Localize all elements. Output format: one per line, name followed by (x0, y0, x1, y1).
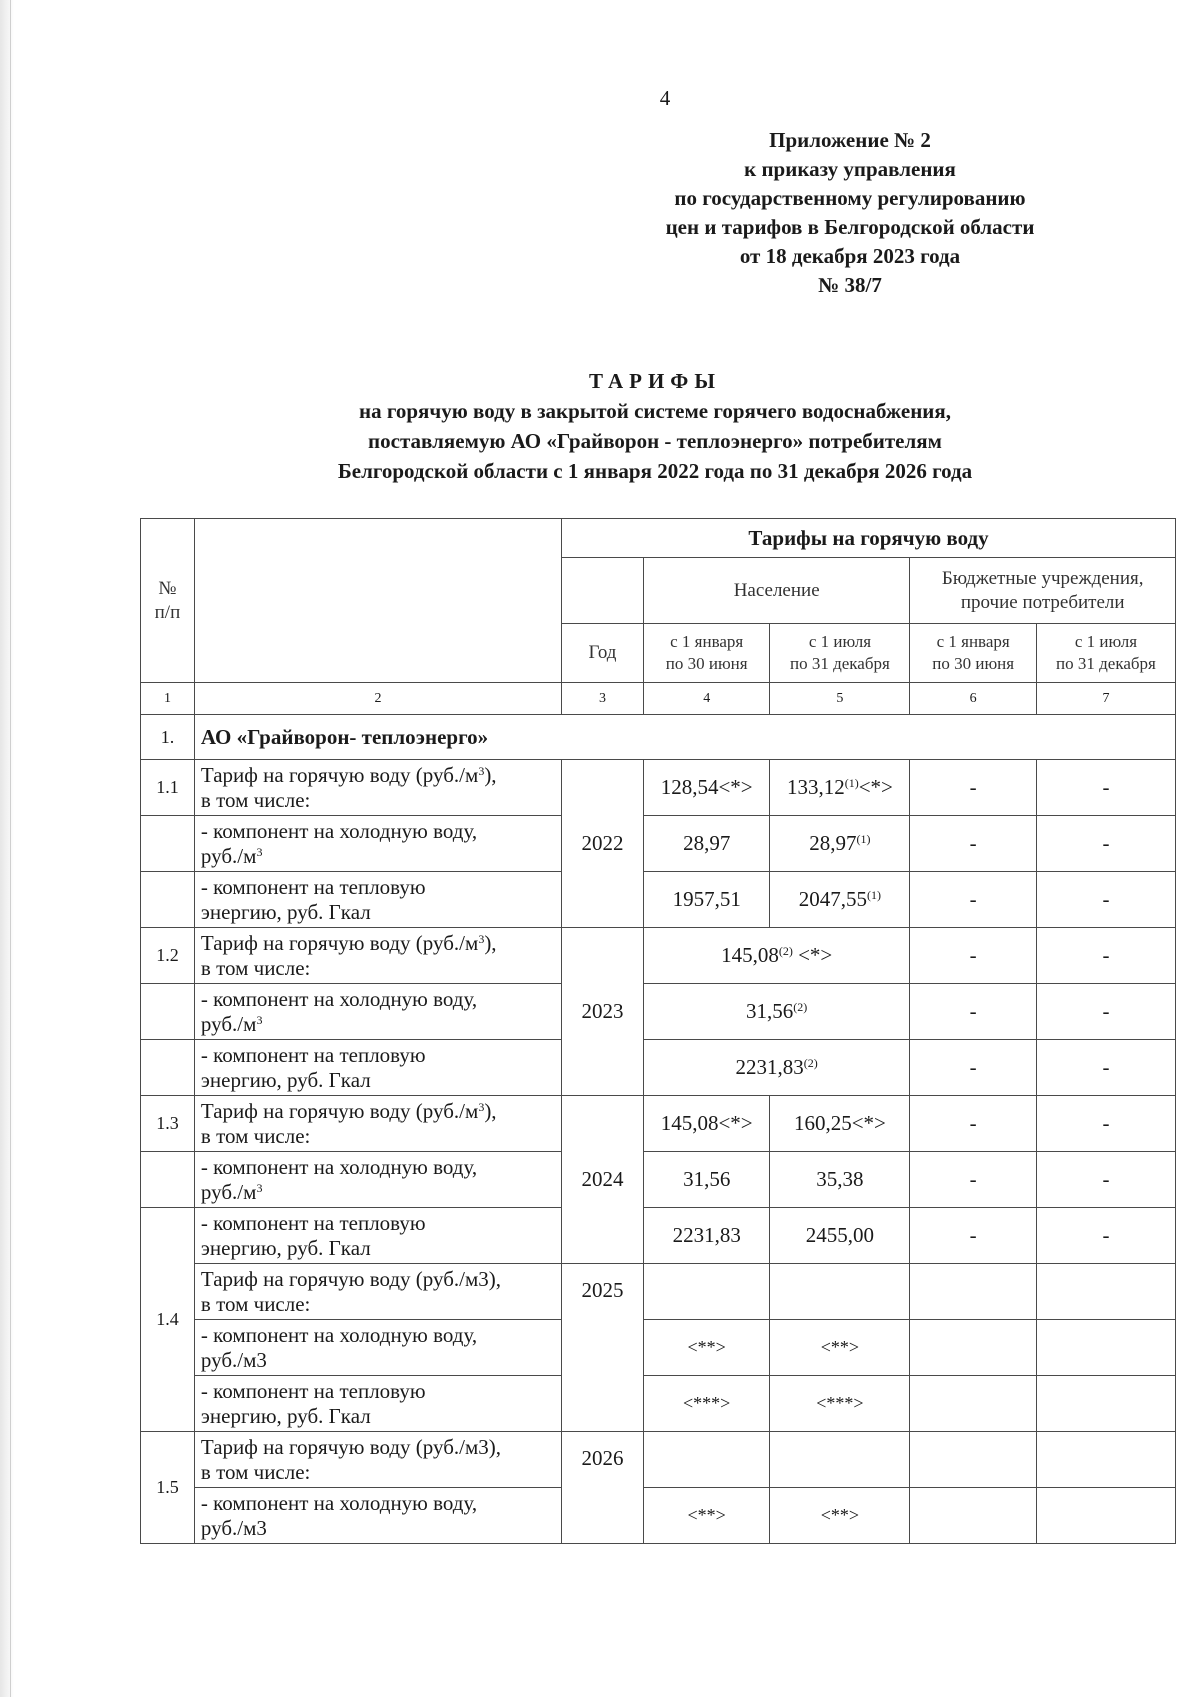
dash-cell: - (910, 760, 1037, 816)
dash-cell: - (1036, 1040, 1175, 1096)
year-cell: 2026 (562, 1432, 644, 1544)
appendix-line: по государственному регулированию (674, 186, 1026, 210)
dash-cell: - (1036, 1208, 1175, 1264)
column-number: 4 (643, 683, 770, 715)
value-cell: 2231,83$^{(2)}$ (643, 1040, 909, 1096)
row-label-tariff: Тариф на горячую воду $(руб./м^3)$, в том числе: (194, 1096, 561, 1152)
row-num-empty (141, 872, 195, 928)
year-cell: 2023 (562, 928, 644, 1096)
value-cell: $145,08^{(2)}$ <*> (643, 928, 909, 984)
title-line: на горячую воду в закрытой системе горячего водоснабжения, (358, 399, 952, 423)
value-cell: 145,08<*> (643, 1096, 770, 1152)
row-label-tariff: Тариф на горячую воду $(руб./м^3)$, в том числе: (194, 928, 561, 984)
row-label-heat: - компонент на тепловую энергию, руб. Гкал (194, 1208, 561, 1264)
value-cell: <***> (643, 1376, 770, 1432)
value-cell: 28,97$^{(1)}$ (770, 816, 910, 872)
dash-cell: - (1036, 1096, 1175, 1152)
value-cell-empty (1036, 1432, 1175, 1488)
year-cell: 2024 (562, 1096, 644, 1264)
column-number: 3 (562, 683, 644, 715)
row-num: 1.1 (141, 760, 195, 816)
title-block (140, 366, 1170, 486)
title-line: поставляемую АО «Грайворон - теплоэнерго» потребителям (368, 429, 942, 453)
row-label-tariff: Тариф на горячую воду $(руб./м^3)$, в том числе: (194, 760, 561, 816)
row-num: 1. (141, 715, 195, 760)
page-number: 4 (659, 86, 671, 110)
value-cell-empty (643, 1264, 770, 1320)
column-number: 7 (1036, 683, 1175, 715)
row-label-tariff: Тариф на горячую воду (руб./м3), в том числе: (194, 1432, 561, 1488)
dash-cell: - (910, 872, 1037, 928)
header-budget: Бюджетные учреждения, прочие потребители (910, 558, 1176, 624)
header-tariffs: Тарифы на горячую воду (562, 519, 1176, 558)
header-blank (194, 519, 561, 683)
row-label-cold: - компонент на холодную воду, $руб./м^3$ (194, 816, 561, 872)
value-cell: 2047,55$^{(1)}$ (770, 872, 910, 928)
column-number: 5 (770, 683, 910, 715)
organization-name: АО «Грайворон- теплоэнерго» (194, 715, 1175, 760)
row-num-empty (141, 1040, 195, 1096)
value-cell: 31,56$^{(2)}$ (643, 984, 909, 1040)
value-cell-empty (910, 1432, 1037, 1488)
value-cell-empty (770, 1432, 910, 1488)
value-cell-empty (1036, 1264, 1175, 1320)
dash-cell: - (910, 1040, 1037, 1096)
header-jan-population: с 1 января по 30 июня (643, 624, 770, 683)
dash-cell: - (910, 816, 1037, 872)
header-year: Год (562, 624, 644, 683)
row-num: 1.4 (141, 1208, 195, 1432)
row-num-empty (141, 984, 195, 1040)
appendix-line: № 38/7 (818, 273, 882, 297)
dash-cell: - (910, 1208, 1037, 1264)
title-line: Белгородской области с 1 января 2022 года по 31 декабря 2026 года (337, 459, 973, 483)
header-jan-budget: с 1 января по 30 июня (910, 624, 1037, 683)
value-cell: 128,54<*> (643, 760, 770, 816)
dash-cell: - (1036, 872, 1175, 928)
scan-edge (0, 0, 14, 1697)
value-cell: <**> (770, 1320, 910, 1376)
value-cell-empty (910, 1376, 1037, 1432)
year-cell: 2022 (562, 760, 644, 928)
value-cell-empty (1036, 1488, 1175, 1544)
dash-cell: - (1036, 984, 1175, 1040)
value-cell: 160,25<*> (770, 1096, 910, 1152)
row-label-heat: - компонент на тепловую энергию, руб. Гкал (194, 1040, 561, 1096)
row-label-tariff: Тариф на горячую воду (руб./м3), в том числе: (194, 1264, 561, 1320)
value-cell-empty (910, 1264, 1037, 1320)
value-cell: <***> (770, 1376, 910, 1432)
appendix-line: к приказу управления (744, 157, 956, 181)
value-cell-empty (910, 1320, 1037, 1376)
column-number: 2 (194, 683, 561, 715)
row-num: 1.2 (141, 928, 195, 984)
appendix-block (600, 126, 1100, 300)
header-blank-year (562, 558, 644, 624)
document-heading: ТАРИФЫ (589, 369, 721, 393)
dash-cell: - (910, 1152, 1037, 1208)
row-num: 1.3 (141, 1096, 195, 1152)
value-cell: 2231,83 (643, 1208, 770, 1264)
column-number: 6 (910, 683, 1037, 715)
row-num: 1.5 (141, 1432, 195, 1544)
row-label-heat: - компонент на тепловую энергию, руб. Гкал (194, 1376, 561, 1432)
dash-cell: - (1036, 816, 1175, 872)
row-label-cold: - компонент на холодную воду, руб./м3 (194, 1320, 561, 1376)
row-label-cold: - компонент на холодную воду, $руб./м^3$ (194, 1152, 561, 1208)
value-cell: 28,97 (643, 816, 770, 872)
row-label-heat: - компонент на тепловую энергию, руб. Гкал (194, 872, 561, 928)
header-num: № п/п (141, 519, 195, 683)
value-cell-empty (910, 1488, 1037, 1544)
dash-cell: - (910, 1096, 1037, 1152)
dash-cell: - (910, 984, 1037, 1040)
value-cell: 35,38 (770, 1152, 910, 1208)
row-num-empty (141, 816, 195, 872)
appendix-line: Приложение № 2 (769, 128, 931, 152)
dash-cell: - (1036, 928, 1175, 984)
value-cell: <**> (770, 1488, 910, 1544)
row-num-empty (141, 1152, 195, 1208)
scan-edge-line (10, 0, 11, 1697)
appendix-line: цен и тарифов в Белгородской области (665, 215, 1035, 239)
value-cell-empty (1036, 1320, 1175, 1376)
header-population: Население (643, 558, 909, 624)
column-number: 1 (141, 683, 195, 715)
value-cell: 1957,51 (643, 872, 770, 928)
tariffs-table (140, 518, 1176, 1544)
value-cell-empty (643, 1432, 770, 1488)
row-label-cold: - компонент на холодную воду, $руб./м^3$ (194, 984, 561, 1040)
value-cell: <**> (643, 1488, 770, 1544)
dash-cell: - (1036, 1152, 1175, 1208)
dash-cell: - (910, 928, 1037, 984)
value-cell: $133,12^{(1)}<*>$ (770, 760, 910, 816)
value-cell: 2455,00 (770, 1208, 910, 1264)
dash-cell: - (1036, 760, 1175, 816)
value-cell-empty (1036, 1376, 1175, 1432)
year-cell: 2025 (562, 1264, 644, 1432)
header-jul-budget: с 1 июля по 31 декабря (1036, 624, 1175, 683)
appendix-line: от 18 декабря 2023 года (739, 244, 961, 268)
value-cell: 31,56 (643, 1152, 770, 1208)
value-cell-empty (770, 1264, 910, 1320)
value-cell: <**> (643, 1320, 770, 1376)
header-jul-population: с 1 июля по 31 декабря (770, 624, 910, 683)
row-label-cold: - компонент на холодную воду, руб./м3 (194, 1488, 561, 1544)
